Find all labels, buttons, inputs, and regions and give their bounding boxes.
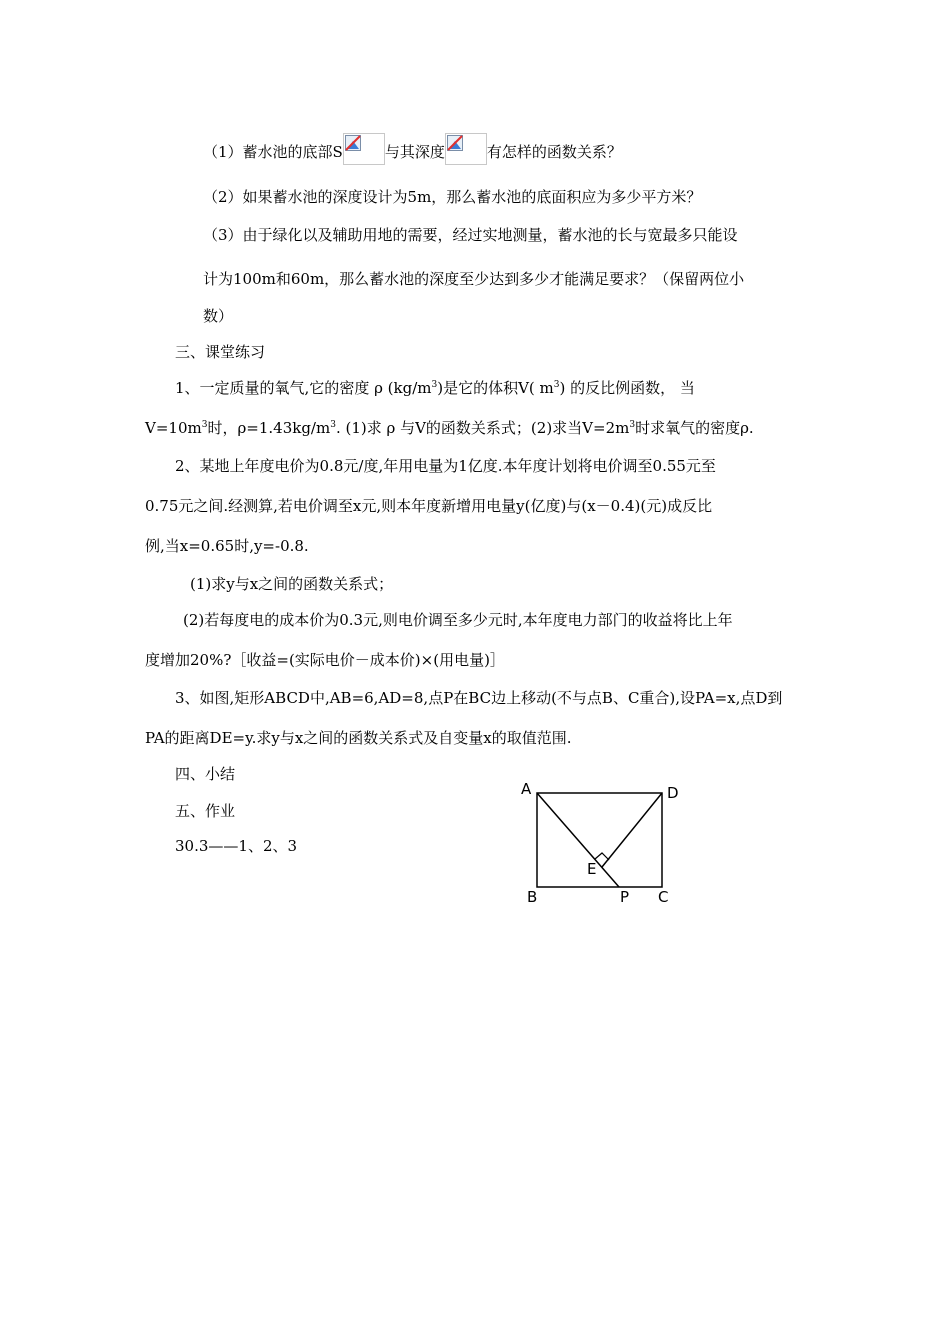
- segment-ap: [537, 793, 619, 887]
- question-3-line-1: （3）由于绿化以及辅助用地的需要，经过实地测量，蓄水池的长与宽最多只能设: [203, 226, 738, 244]
- label-p: P: [620, 888, 630, 905]
- superscript: 3: [330, 420, 336, 430]
- problem-1-line-1: [175, 378, 695, 398]
- label-b: B: [527, 888, 538, 905]
- problem-2-line-6: 度增加20%?［收益=(实际电价－成本价)×(用电量)］: [145, 651, 505, 669]
- problem-2-line-4: (1)求y与x之间的函数关系式；: [190, 575, 394, 593]
- rectangle-abcd: [537, 793, 662, 887]
- superscript: 3: [629, 420, 636, 430]
- label-e: E: [587, 860, 597, 878]
- problem-3-line-1: 3、如图,矩形ABCD中,AB=6,AD=8,点P在BC边上移动(不与点B、C重合),设PA=x,点D到: [175, 689, 783, 707]
- p1-text: ) 的反比例函数， 当: [559, 379, 695, 397]
- label-a: A: [521, 780, 532, 798]
- section-heading-homework: 五、作业: [175, 802, 236, 820]
- question-2: （2）如果蓄水池的深度设计为5m，那么蓄水池的底面积应为多少平方米？: [203, 188, 702, 206]
- p1-text: 时，ρ=1.43kg/m: [207, 419, 331, 437]
- geometry-figure: [515, 780, 685, 905]
- p1-text: 1、一定质量的氧气,它的密度 ρ (kg/m: [175, 379, 432, 397]
- problem-3-line-2: PA的距离DE=y.求y与x之间的函数关系式及自变量x的取值范围.: [145, 729, 572, 747]
- p1-text: . (1)求 ρ 与V的函数关系式；(2)求当V=2m: [335, 419, 630, 437]
- question-1: [203, 133, 622, 165]
- problem-1-line-2: [145, 418, 754, 438]
- problem-2-line-2: 0.75元之间.经测算,若电价调至x元,则本年度新增用电量y(亿度)与(x－0.4)(元)成反比: [145, 497, 713, 515]
- problem-2-line-1: 2、某地上年度电价为0.8元/度,年用电量为1亿度.本年度计划将电价调至0.55元至: [175, 457, 716, 475]
- homework-text: 30.3——1、2、3: [175, 837, 298, 855]
- section-heading-practice: 三、课堂练习: [175, 343, 266, 361]
- superscript: 3: [553, 380, 560, 390]
- q1-text-post: 有怎样的函数关系？: [486, 143, 622, 161]
- superscript: 3: [201, 420, 208, 430]
- p1-text: V=10m: [145, 419, 202, 437]
- q1-text-mid: 与其深度: [384, 143, 445, 161]
- p1-text: )是它的体积V( m: [437, 379, 554, 397]
- q1-text-pre: （1）蓄水池的底部S: [203, 143, 343, 161]
- right-angle-mark: [595, 853, 609, 860]
- problem-2-line-5: (2)若每度电的成本价为0.3元,则电价调至多少元时,本年度电力部门的收益将比上年: [183, 611, 733, 629]
- problem-2-line-3: 例,当x=0.65时,y=-0.8.: [145, 537, 309, 555]
- section-heading-summary: 四、小结: [175, 765, 236, 783]
- question-3-line-2: 计为100m和60m，那么蓄水池的深度至少达到多少才能满足要求？（保留两位小: [203, 270, 745, 288]
- label-c: C: [658, 888, 669, 905]
- label-d: D: [667, 784, 679, 802]
- p1-text: 时求氧气的密度ρ.: [635, 419, 754, 437]
- question-3-line-3: 数）: [203, 307, 234, 325]
- broken-image-icon: [445, 133, 487, 165]
- broken-image-icon: [343, 133, 385, 165]
- superscript: 3: [431, 380, 438, 390]
- segment-de: [602, 793, 662, 867]
